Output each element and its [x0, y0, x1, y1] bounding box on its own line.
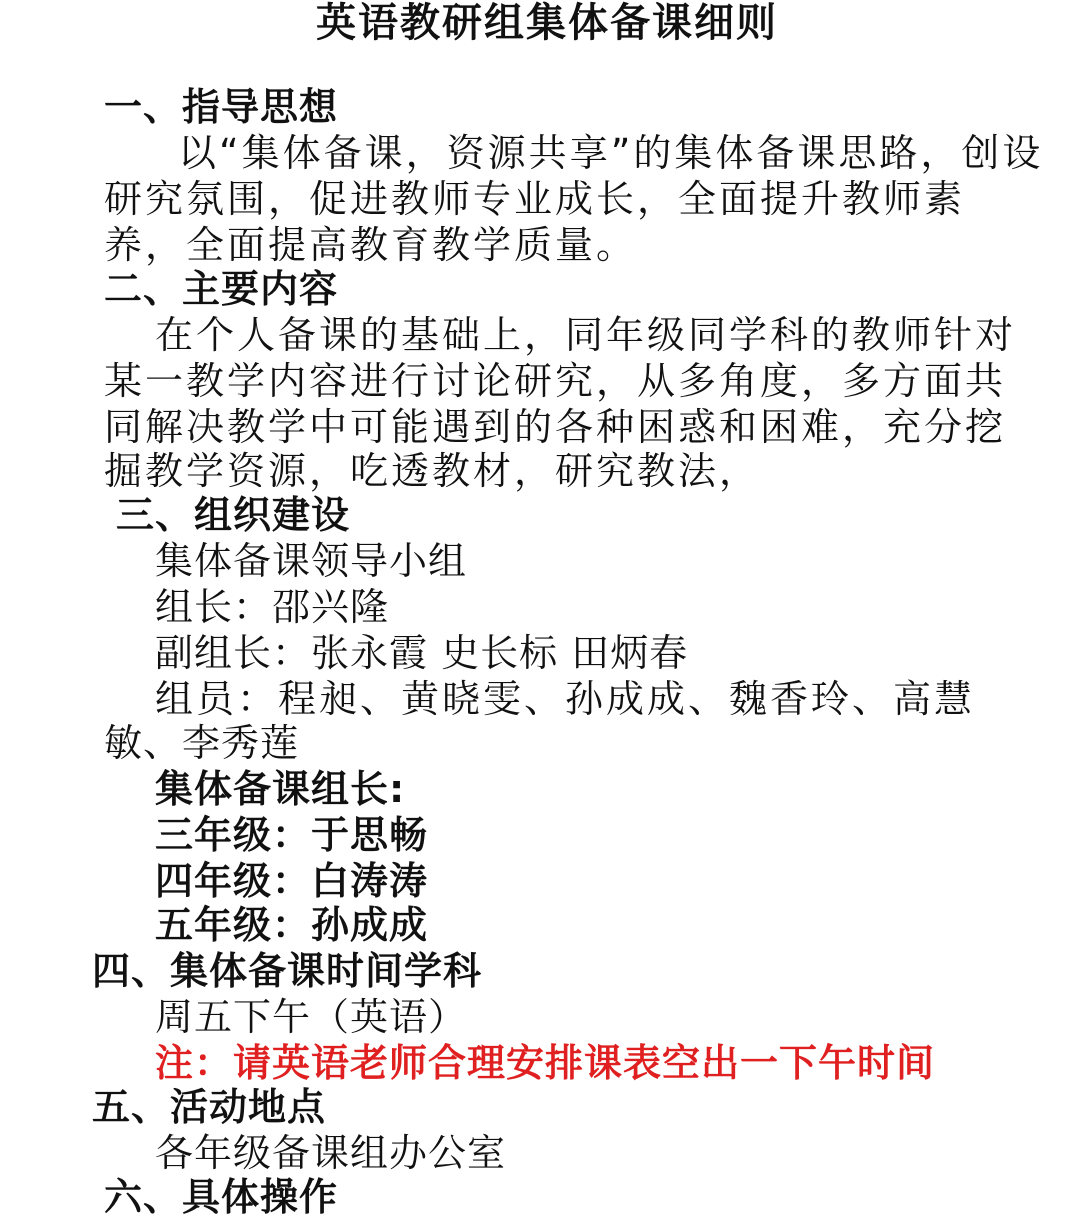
section-heading-organization: 三、组织建设: [116, 493, 351, 537]
paragraph-line: 以“集体备课，资源共享”的集体备课思路，创设: [178, 131, 1044, 175]
members-line-continued: 敏、李秀莲: [104, 721, 300, 765]
paragraph-line: 掘教学资源，吃透教材，研究教法，: [104, 449, 761, 493]
grade3-leader: 三年级：于思畅: [155, 813, 429, 857]
section-heading-location: 五、活动地点: [92, 1085, 327, 1129]
paragraph-line: 某一教学内容进行讨论研究，从多角度，多方面共: [104, 359, 1007, 403]
grade4-leader: 四年级：白涛涛: [155, 859, 429, 903]
vice-leaders-line: 副组长：张永霞 史长标 田炳春: [155, 631, 689, 675]
location-text: 各年级备课组办公室: [155, 1131, 507, 1175]
page-title: 英语教研组集体备课细则: [316, 0, 778, 46]
paragraph-line: 在个人备课的基础上，同年级同学科的教师针对: [155, 313, 1017, 357]
section-heading-main-content: 二、主要内容: [104, 267, 339, 311]
grade5-leader: 五年级：孙成成: [155, 903, 429, 947]
section-heading-schedule: 四、集体备课时间学科: [92, 949, 483, 993]
schedule-note: 注：请英语老师合理安排课表空出一下午时间: [155, 1041, 936, 1085]
paragraph-line: 同解决教学中可能遇到的各种困惑和困难，充分挖: [104, 405, 1007, 449]
paragraph-line: 研究氛围，促进教师专业成长，全面提升教师素: [104, 177, 966, 221]
schedule-time: 周五下午（英语）: [155, 995, 468, 1039]
section-heading-guiding-ideology: 一、指导思想: [104, 85, 339, 129]
leader-line: 组长：邵兴隆: [155, 585, 390, 629]
grade-leaders-title: 集体备课组长:: [155, 767, 406, 811]
group-title: 集体备课领导小组: [155, 539, 468, 583]
members-line: 组员：程昶、黄晓雯、孙成成、魏香玲、高慧: [155, 677, 976, 721]
section-heading-operation: 六、具体操作: [104, 1175, 339, 1219]
paragraph-line: 养，全面提高教育教学质量。: [104, 223, 638, 267]
